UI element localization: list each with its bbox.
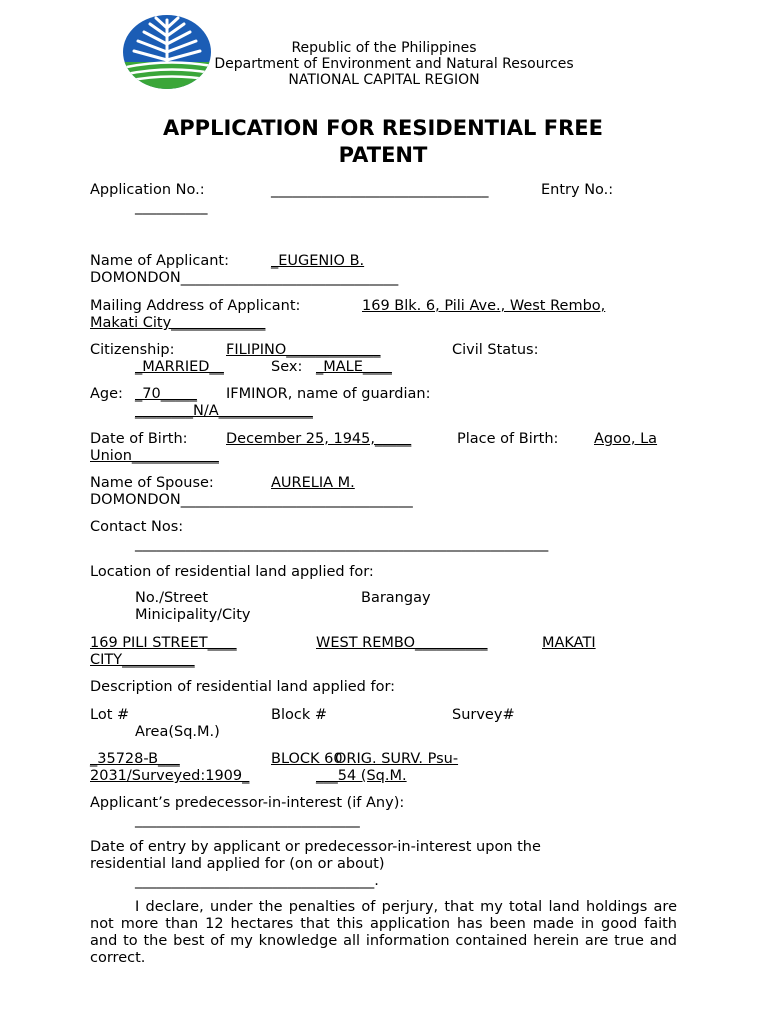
- location-col-street: No./Street: [135, 590, 209, 606]
- birth-place-value-cont[interactable]: Union____________: [90, 448, 219, 464]
- spouse-name-label: Name of Spouse:: [90, 475, 214, 491]
- description-survey-value[interactable]: ORIG. SURV. Psu-: [335, 751, 459, 767]
- description-col-area: Area(Sq.M.): [135, 724, 220, 740]
- sex-value[interactable]: _MALE____: [316, 359, 392, 375]
- citizenship-label: Citizenship:: [90, 342, 175, 358]
- mailing-address-value-cont[interactable]: Makati City_____________: [90, 315, 266, 331]
- location-col-barangay: Barangay: [361, 590, 431, 606]
- location-barangay-value[interactable]: WEST REMBO__________: [316, 635, 488, 651]
- birth-date-label: Date of Birth:: [90, 431, 188, 447]
- guardian-label: IFMINOR, name of guardian:: [226, 386, 431, 402]
- guardian-value[interactable]: ________N/A_____________: [135, 403, 313, 419]
- denr-logo: [122, 14, 212, 90]
- description-survey-value-cont[interactable]: 2031/Surveyed:1909_: [90, 768, 250, 784]
- civil-status-label: Civil Status:: [452, 342, 539, 358]
- contact-field[interactable]: _________________________________________________________: [135, 536, 549, 552]
- entry-date-label-line2: residential land applied for (on or about): [90, 856, 385, 872]
- description-area-value[interactable]: ___54 (Sq.M.: [316, 768, 407, 784]
- age-label: Age:: [90, 386, 123, 402]
- sex-label: Sex:: [271, 359, 303, 375]
- spouse-name-value[interactable]: AURELIA M.: [271, 475, 355, 491]
- age-value[interactable]: _70_____: [135, 386, 197, 402]
- citizenship-value[interactable]: FILIPINO_____________: [226, 342, 381, 358]
- page-title-line1: APPLICATION FOR RESIDENTIAL FREE: [163, 116, 603, 140]
- description-col-survey: Survey#: [452, 707, 515, 723]
- application-no-label: Application No.:: [90, 182, 205, 198]
- location-city-value[interactable]: MAKATI: [542, 635, 596, 651]
- birth-place-label: Place of Birth:: [457, 431, 559, 447]
- entry-no-field[interactable]: __________: [135, 199, 208, 215]
- mailing-address-label: Mailing Address of Applicant:: [90, 298, 301, 314]
- birth-place-value[interactable]: Agoo, La: [594, 431, 658, 447]
- declaration-text: I declare, under the penalties of perjury, that my total land holdings are not more than 12 hectares that this application has been made in good faith and to the best of my knowledge all information contained herein are true and correct.: [90, 899, 677, 966]
- header-department: Department of Environment and Natural Resources: [214, 56, 574, 72]
- entry-date-field[interactable]: _________________________________.: [135, 873, 379, 889]
- birth-date-value[interactable]: December 25, 1945,_____: [226, 431, 412, 447]
- location-street-value[interactable]: 169 PILI STREET____: [90, 635, 237, 651]
- description-col-lot: Lot #: [90, 707, 130, 723]
- mailing-address-value[interactable]: 169 Blk. 6, Pili Ave., West Rembo,: [362, 298, 606, 314]
- description-lot-value[interactable]: _35728-B___: [90, 751, 180, 767]
- entry-no-label: Entry No.:: [541, 182, 614, 198]
- predecessor-field[interactable]: _______________________________: [135, 812, 360, 828]
- application-no-field[interactable]: ______________________________: [271, 182, 489, 198]
- civil-status-value[interactable]: _MARRIED__: [135, 359, 224, 375]
- page-title-line2: PATENT: [338, 143, 428, 167]
- predecessor-label: Applicant’s predecessor-in-interest (if Any):: [90, 795, 405, 811]
- applicant-name-value[interactable]: _EUGENIO B.: [271, 253, 365, 269]
- location-label: Location of residential land applied for:: [90, 564, 374, 580]
- header-region: NATIONAL CAPITAL REGION: [288, 72, 480, 88]
- location-col-city: Minicipality/City: [135, 607, 251, 623]
- applicant-name-label: Name of Applicant:: [90, 253, 229, 269]
- entry-date-label-line1: Date of entry by applicant or predecessor-in-interest upon the: [90, 839, 541, 855]
- location-city-value-cont[interactable]: CITY__________: [90, 652, 195, 668]
- description-col-block: Block #: [271, 707, 327, 723]
- spouse-name-value-cont[interactable]: DOMONDON________________________________: [90, 492, 413, 508]
- description-block-value[interactable]: BLOCK 60: [271, 751, 343, 767]
- contact-label: Contact Nos:: [90, 519, 184, 535]
- header-republic: Republic of the Philippines: [291, 40, 477, 56]
- description-label: Description of residential land applied for:: [90, 679, 396, 695]
- applicant-name-value-cont[interactable]: DOMONDON______________________________: [90, 270, 399, 286]
